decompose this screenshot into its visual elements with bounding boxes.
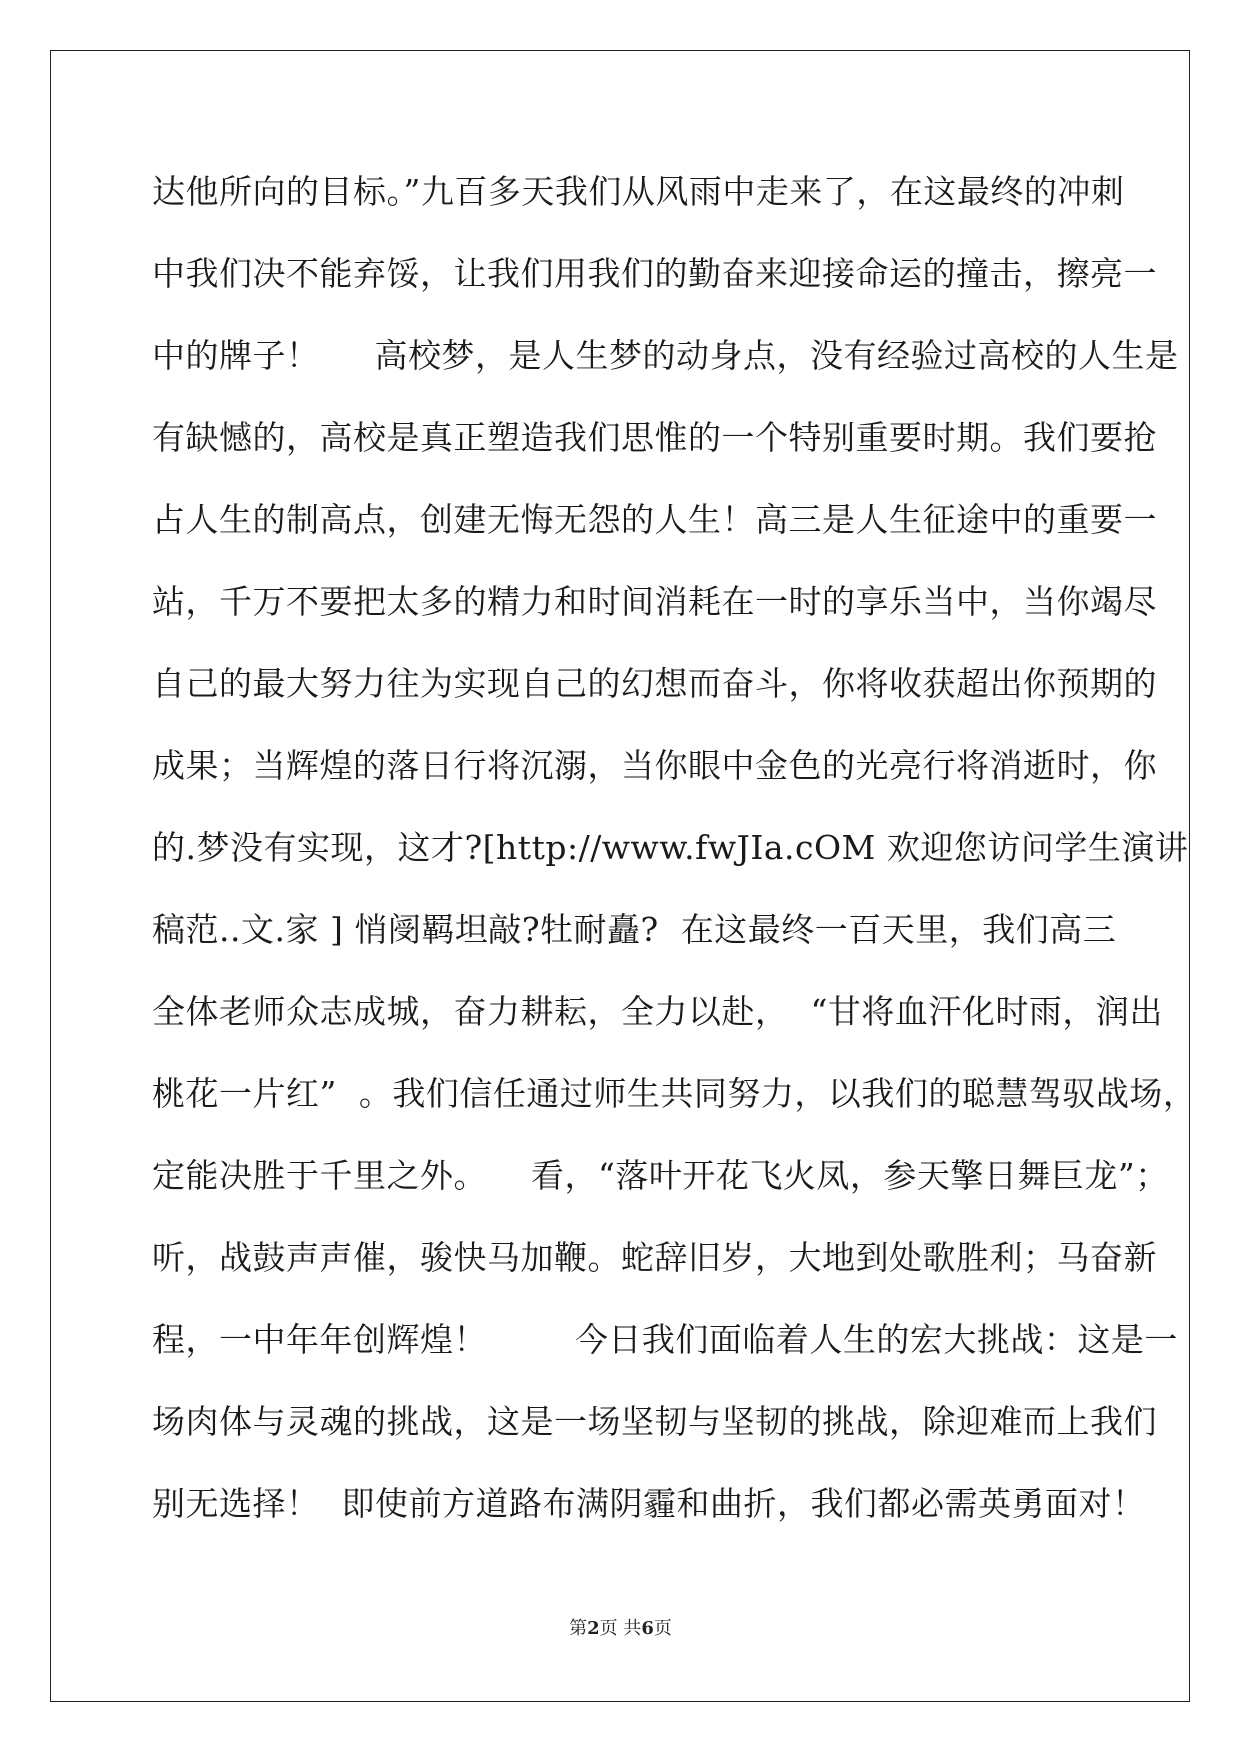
text-line: 成果；当辉煌的落日行将沉溺，当你眼中金色的光亮行将消逝时，你: [152, 746, 1157, 785]
text-line: 别无选择！ 即使前方道路布满阴霾和曲折，我们都必需英勇面对！: [152, 1484, 1146, 1523]
page-suffix: 页: [653, 1618, 672, 1639]
text-line: 定能决胜于千里之外。 看，“落叶开花飞火凤，参天擎日舞巨龙”；: [152, 1156, 1169, 1195]
text-line: 场肉体与灵魂的挑战，这是一场坚韧与坚韧的挑战，除迎难而上我们: [152, 1402, 1157, 1441]
page-footer: [0, 1614, 1241, 1640]
text-line: 自己的最大努力往为实现自己的幻想而奋斗，你将收获超出你预期的: [152, 664, 1157, 703]
text-line: 全体老师众志成城，奋力耕耘，全力以赴， “甘将血汗化时雨，润出: [152, 992, 1163, 1031]
document-body: [152, 160, 1197, 1554]
text-line: 稿范..文.家 ] 悄阌羁坦敲?牡耐矗? 在这最终一百天里，我们高三: [152, 910, 1117, 949]
text-line: 站，千万不要把太多的精力和时间消耗在一时的享乐当中，当你竭尽: [152, 582, 1157, 621]
page-mid: 页 共: [599, 1618, 642, 1639]
text-line: 程，一中年年创辉煌！ 今日我们面临着人生的宏大挑战：这是一: [152, 1320, 1178, 1359]
text-line: 听，战鼓声声催，骏快马加鞭。蛇辞旧岁，大地到处歌胜利；马奋新: [152, 1238, 1157, 1277]
page-prefix: 第: [569, 1618, 588, 1639]
text-line: 占人生的制高点，创建无悔无怨的人生！高三是人生征途中的重要一: [152, 500, 1157, 539]
text-line: 桃花一片红” 。我们信任通过师生共同努力，以我们的聪慧驾驭战场，: [152, 1074, 1197, 1113]
text-line: 中的牌子！ 高校梦，是人生梦的动身点，没有经验过高校的人生是: [152, 336, 1179, 375]
current-page-number: 2: [587, 1618, 600, 1639]
text-line: 有缺憾的，高校是真正塑造我们思惟的一个特别重要时期。我们要抢: [152, 418, 1157, 457]
total-page-number: 6: [641, 1618, 654, 1639]
text-line: 的.梦没有实现，这才?[http://www.fwJIa.cOM 欢迎您访问学生演讲: [152, 828, 1189, 867]
text-line: 达他所向的目标。”九百多天我们从风雨中走来了，在这最终的冲刺: [152, 172, 1125, 211]
text-line: 中我们决不能弃馁，让我们用我们的勤奋来迎接命运的撞击，擦亮一: [152, 254, 1157, 293]
